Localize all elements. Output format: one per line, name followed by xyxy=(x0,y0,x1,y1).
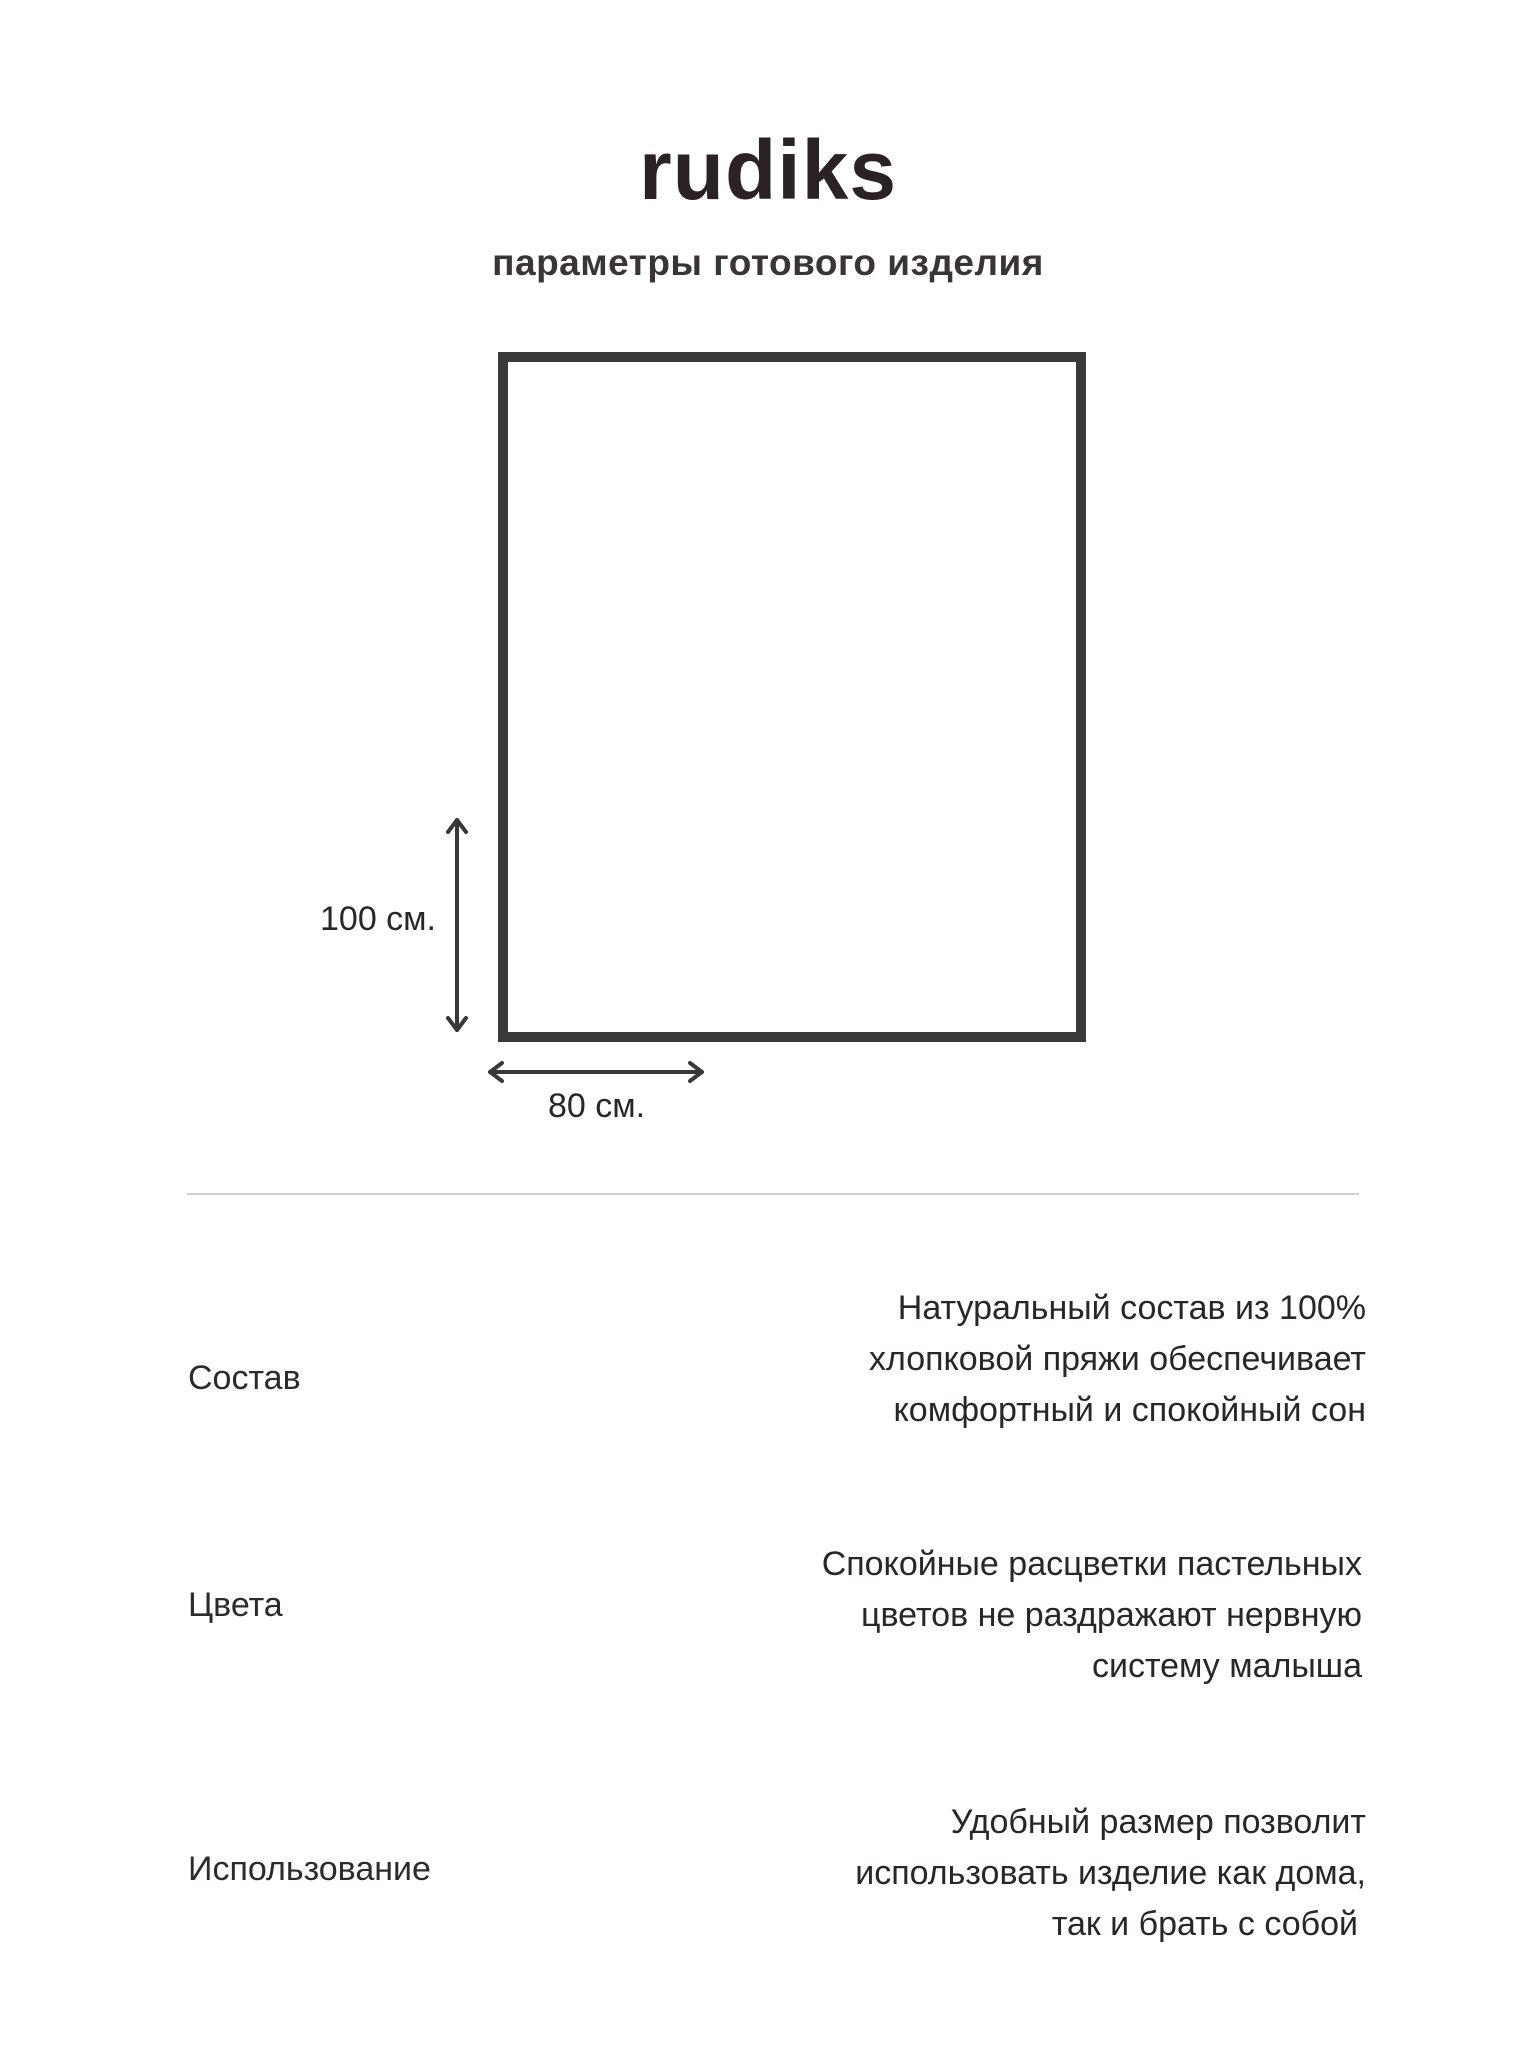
spec-text-line: цветов не раздражают нервную xyxy=(861,1596,1362,1634)
spec-text-usage xyxy=(646,1797,1366,1950)
spec-text-line: использовать изделие как дома, xyxy=(855,1854,1366,1892)
spec-text-line: Спокойные расцветки пастельных xyxy=(821,1545,1362,1583)
spec-text-line: комфортный и спокойный сон xyxy=(893,1391,1366,1429)
product-outline xyxy=(498,352,1086,1042)
spec-text-line: так и брать с собой xyxy=(1051,1905,1358,1943)
spec-text-composition xyxy=(646,1283,1366,1436)
spec-text-line: Удобный размер позволит xyxy=(950,1803,1366,1841)
page-subtitle: параметры готового изделия xyxy=(492,242,1044,283)
spec-text-line: хлопковой пряжи обеспечивает xyxy=(868,1340,1366,1378)
spec-text-colors xyxy=(642,1539,1362,1692)
spec-text-line: систему малыша xyxy=(1091,1647,1362,1685)
width-dimension-label: 80 см. xyxy=(548,1087,646,1125)
height-dimension-label: 100 см. xyxy=(320,900,436,938)
width-arrow xyxy=(490,1063,702,1081)
height-arrow xyxy=(448,820,466,1030)
spec-label-composition: Состав xyxy=(188,1359,301,1397)
spec-text-line: Натуральный состав из 100% xyxy=(897,1289,1366,1327)
section-divider xyxy=(187,1193,1359,1195)
spec-label-colors: Цвета xyxy=(188,1586,283,1624)
spec-label-usage: Использование xyxy=(188,1850,431,1888)
brand-logo: rudiks xyxy=(638,123,898,217)
